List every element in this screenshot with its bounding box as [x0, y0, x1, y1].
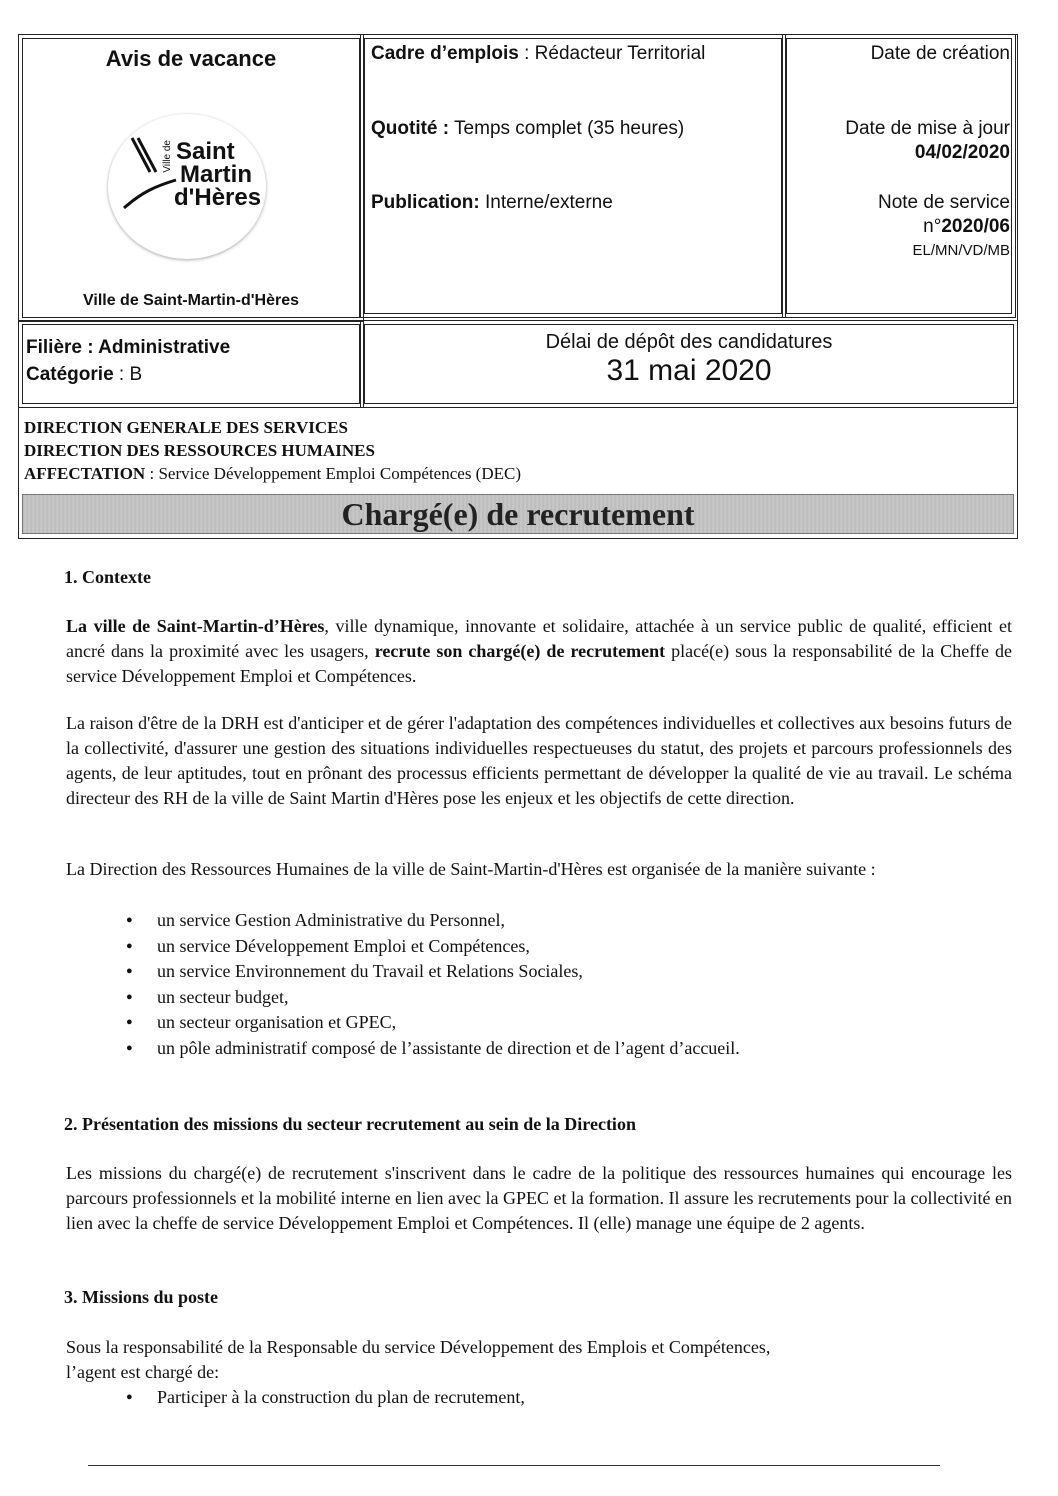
job-title: Chargé(e) de recrutement: [341, 496, 695, 532]
section2-title: 2. Présentation des missions du secteur recrutement au sein de la Direction: [64, 1114, 636, 1134]
dates-box: [786, 38, 1012, 314]
publication-value: Interne/externe: [485, 192, 613, 213]
quotite: [371, 118, 684, 140]
note-prefix: n°: [923, 216, 942, 237]
s1-text2: placé(e) sous la responsabilité de la Cheffe de service Développement Emploi et Compétences.: [66, 641, 1012, 686]
direction-rh: [24, 439, 521, 462]
direction-block: [24, 416, 521, 485]
logo-vertical-text: Ville de: [162, 140, 173, 173]
cadre-value: : Rédacteur Territorial: [524, 43, 706, 64]
direction1: DIRECTION GENERALE DES SERVICES: [24, 418, 348, 437]
note-value: 2020/06: [941, 216, 1010, 237]
missions-list: [126, 1385, 525, 1411]
city-logo: [98, 110, 268, 258]
affectation-value: : Service Développement Emploi Compétences (DEC): [149, 464, 522, 483]
logo-wordmark: [176, 140, 261, 209]
list-item: ● un service Développement Emploi et Compétences,: [126, 934, 740, 960]
footer-divider: [88, 1465, 940, 1466]
s3-line1: Sous la responsabilité de la Responsable du service Développement des Emplois et Compétences,: [66, 1337, 771, 1357]
affectation-label: AFFECTATION: [24, 464, 146, 483]
cadre-box: [364, 38, 782, 314]
list-item: ● un secteur organisation et GPEC,: [126, 1010, 740, 1036]
list-item: ● un service Gestion Administrative du Personnel,: [126, 908, 740, 934]
section1-title: 1. Contexte: [64, 567, 151, 587]
publication: [371, 192, 613, 214]
date-creation-label: Date de création: [870, 43, 1010, 64]
section2-paragraph1: Les missions du chargé(e) de recrutement s'inscrivent dans le cadre de la politique des ressources humaines qui encourage les parcours professionnels et la mobilité interne en lien avec la GPEC et la formation. Il assure les recrutements pour la collectivité en lien avec la cheffe de service Développement Emploi et Compétences. Il (elle) manage une équipe de 2 agents.: [66, 1163, 1012, 1233]
section1-paragraph3: La Direction des Ressources Humaines de la ville de Saint-Martin-d'Hères est organisée de la manière suivante :: [66, 859, 876, 879]
categorie-label: Catégorie: [26, 364, 114, 385]
list-item: ● un service Environnement du Travail et Relations Sociales,: [126, 959, 740, 985]
section3-paragraph1: [66, 1335, 1012, 1385]
cadre-emplois: [371, 43, 705, 65]
initials: EL/MN/VD/MB: [912, 242, 1010, 259]
quotite-value: Temps complet (35 heures): [454, 118, 685, 139]
note-service-number: [923, 216, 1010, 238]
delai-date: 31 mai 2020: [606, 354, 772, 387]
quotite-label: Quotité :: [371, 118, 450, 139]
date-maj-label: Date de mise à jour: [845, 118, 1010, 139]
date-maj-value: 04/02/2020: [914, 142, 1010, 163]
categorie: [26, 364, 142, 386]
dr-organisation-list: [126, 908, 740, 1061]
categorie-value: : B: [118, 364, 143, 385]
s3-line2: l’agent est chargé de:: [66, 1362, 220, 1382]
list-item: ● un pôle administratif composé de l’assistante de direction et de l’agent d’accueil.: [126, 1036, 740, 1062]
note-service-label: Note de service: [877, 192, 1010, 213]
section1-paragraph2: La raison d'être de la DRH est d'anticiper et de gérer l'adaptation des compétences individuelles et collectives aux besoins futurs de la collectivité, d'assurer une gestion des situations individuelles respectueuses du statut, des projets et parcours professionnels des agents, de leur aptitudes, tout en prônant des processus efficients permettant de développer la qualité de vie au travail. Le schéma directeur des RH de la ville de Saint Martin d'Hères pose les enjeux et les objectifs de cette direction.: [66, 713, 1012, 808]
logo-line2: Martin: [180, 161, 252, 188]
section1-paragraph1: [66, 614, 1012, 689]
s1-text1: , ville dynamique, innovante et solidaire, attachée à un service public de qualité, efficient et ancré dans la proximité avec les usagers,: [66, 616, 1013, 661]
list-item: ● Participer à la construction du plan de recrutement,: [126, 1385, 525, 1411]
delai-label: Délai de dépôt des candidatures: [545, 331, 833, 353]
s1-bold1: La ville de Saint-Martin-d’Hères: [66, 616, 325, 636]
publication-label: Publication:: [371, 192, 480, 213]
section3-title: 3. Missions du poste: [64, 1287, 219, 1307]
filiere: Filière : Administrative: [26, 337, 231, 358]
city-caption: Ville de Saint-Martin-d'Hères: [82, 292, 299, 309]
direction-generale: [24, 416, 521, 439]
direction2: DIRECTION DES RESSOURCES HUMAINES: [24, 441, 375, 460]
logo-line1: Saint: [176, 138, 235, 165]
list-item: ● un secteur budget,: [126, 985, 740, 1011]
s1-bold2: recrute son chargé(e) de recrutement: [374, 641, 666, 661]
avis-title: Avis de vacance: [105, 46, 277, 71]
logo-line3: d'Hères: [174, 184, 262, 211]
cadre-label: Cadre d’emplois: [371, 43, 519, 64]
affectation: [24, 462, 521, 485]
